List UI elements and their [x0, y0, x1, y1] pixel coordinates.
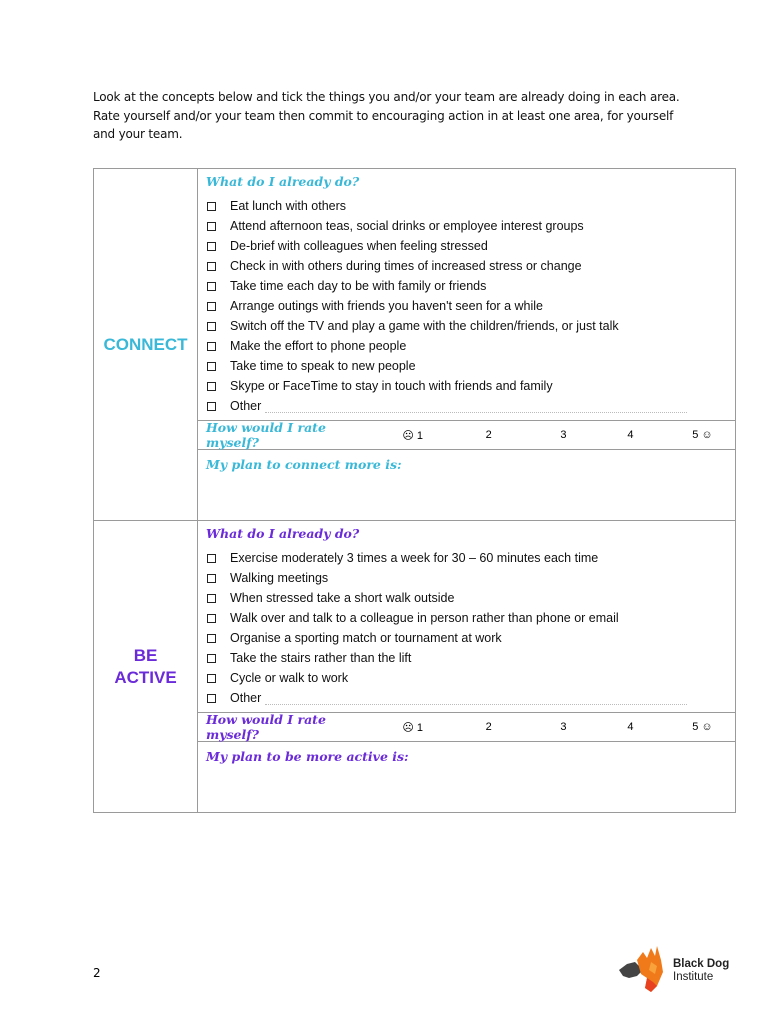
- item-label: Organise a sporting match or tournament at work: [230, 631, 502, 645]
- connect-content: [198, 169, 736, 521]
- be-active-label-line-1: BE: [133, 645, 158, 665]
- checklist-item: [206, 628, 727, 648]
- rating-option-3[interactable]: 3: [560, 721, 567, 733]
- checkbox[interactable]: [207, 654, 216, 663]
- checklist-item: [206, 568, 727, 588]
- item-label: Eat lunch with others: [230, 199, 347, 213]
- be-active-question: What do I already do?: [206, 526, 360, 541]
- checkbox[interactable]: [207, 222, 216, 231]
- other-text-field[interactable]: [265, 400, 687, 413]
- be-active-checklist: [198, 545, 735, 712]
- rating-option-1[interactable]: ☹ 1: [402, 721, 423, 734]
- checklist-item-other: [206, 396, 727, 416]
- item-label: Take the stairs rather than the lift: [230, 651, 412, 665]
- connect-question: What do I already do?: [206, 174, 360, 189]
- rate-question: How would I rate myself?: [206, 420, 326, 450]
- instructions-line-1: Look at the concepts below and tick the things you and/or your team are already doing in each area.: [93, 90, 680, 104]
- page-number: 2: [93, 966, 101, 980]
- rating-option-1[interactable]: ☹ 1: [402, 429, 423, 442]
- checklist-item: [206, 276, 727, 296]
- connect-checklist: [198, 193, 735, 420]
- connect-label-cell: [94, 169, 198, 521]
- connect-plan-area[interactable]: [198, 450, 735, 520]
- logo-line-1: Black Dog: [673, 958, 730, 970]
- item-label: Check in with others during times of increased stress or change: [230, 259, 582, 273]
- be-active-section: [94, 521, 736, 813]
- checklist-item: [206, 608, 727, 628]
- checklist-item: [206, 316, 727, 336]
- connect-label-text: CONNECT: [103, 334, 188, 354]
- rate-question: How would I rate myself?: [206, 712, 326, 742]
- wellbeing-table: [93, 168, 736, 813]
- item-label: De-brief with colleagues when feeling stressed: [230, 239, 488, 253]
- checkbox[interactable]: [207, 614, 216, 623]
- item-label: Other: [230, 691, 262, 705]
- checkbox[interactable]: [207, 262, 216, 271]
- checkbox[interactable]: [207, 402, 216, 411]
- checklist-item: [206, 588, 727, 608]
- rating-option-4[interactable]: 4: [627, 721, 634, 733]
- rating-option-3[interactable]: 3: [560, 429, 567, 441]
- checkbox[interactable]: [207, 302, 216, 311]
- checkbox[interactable]: [207, 554, 216, 563]
- connect-section: [94, 169, 736, 521]
- plan-label: My plan to connect more is:: [206, 457, 402, 472]
- checkbox[interactable]: [207, 322, 216, 331]
- logo-wordmark: [673, 958, 729, 984]
- connect-rating-row: [198, 420, 735, 450]
- checkbox[interactable]: [207, 634, 216, 643]
- checkbox[interactable]: [207, 694, 216, 703]
- item-label: Attend afternoon teas, social drinks or employee interest groups: [230, 219, 584, 233]
- be-active-rating-row: [198, 712, 735, 742]
- rating-option-2[interactable]: 2: [485, 721, 492, 733]
- checklist-item: [206, 668, 727, 688]
- checkbox[interactable]: [207, 674, 216, 683]
- item-label: Make the effort to phone people: [230, 339, 407, 353]
- item-label: Walk over and talk to a colleague in person rather than phone or email: [230, 611, 619, 625]
- item-label: Skype or FaceTime to stay in touch with friends and family: [230, 379, 553, 393]
- rating-option-2[interactable]: 2: [485, 429, 492, 441]
- item-label: Exercise moderately 3 times a week for 30 – 60 minutes each time: [230, 551, 599, 565]
- rating-option-5[interactable]: 5 ☺: [692, 721, 713, 733]
- plan-label: My plan to be more active is:: [206, 749, 409, 764]
- checklist-item: [206, 296, 727, 316]
- black-dog-institute-logo: [617, 942, 737, 996]
- checkbox[interactable]: [207, 202, 216, 211]
- checkbox[interactable]: [207, 382, 216, 391]
- be-active-plan-area[interactable]: [198, 742, 735, 812]
- checklist-item: [206, 256, 727, 276]
- instructions-line-3: and your team.: [93, 127, 183, 141]
- checklist-item: [206, 548, 727, 568]
- checklist-item: [206, 648, 727, 668]
- item-label: Switch off the TV and play a game with the children/friends, or just talk: [230, 319, 619, 333]
- checklist-item: [206, 376, 727, 396]
- checkbox[interactable]: [207, 594, 216, 603]
- item-label: Walking meetings: [230, 571, 329, 585]
- item-label: When stressed take a short walk outside: [230, 591, 455, 605]
- be-active-label: [94, 645, 197, 689]
- checklist-item: [206, 356, 727, 376]
- be-active-label-cell: [94, 521, 198, 813]
- item-label: Cycle or walk to work: [230, 671, 349, 685]
- other-text-field[interactable]: [265, 692, 687, 705]
- instructions: [93, 88, 693, 144]
- checkbox[interactable]: [207, 282, 216, 291]
- item-label: Take time each day to be with family or friends: [230, 279, 487, 293]
- connect-label: [94, 334, 197, 356]
- rating-option-5[interactable]: 5 ☺: [692, 429, 713, 441]
- item-label: Other: [230, 399, 262, 413]
- instructions-line-2: Rate yourself and/or your team then commit to encouraging action in at least one area, for yourself: [93, 108, 674, 123]
- checklist-item: [206, 236, 727, 256]
- item-label: Arrange outings with friends you haven't seen for a while: [230, 299, 543, 313]
- checkbox[interactable]: [207, 362, 216, 371]
- checklist-item: [206, 336, 727, 356]
- be-active-label-line-2: ACTIVE: [114, 667, 177, 687]
- item-label: Take time to speak to new people: [230, 359, 416, 373]
- checklist-item: [206, 196, 727, 216]
- checkbox[interactable]: [207, 342, 216, 351]
- checkbox[interactable]: [207, 242, 216, 251]
- checklist-item-other: [206, 688, 727, 708]
- rating-option-4[interactable]: 4: [627, 429, 634, 441]
- logo-line-2: Institute: [673, 971, 714, 983]
- checklist-item: [206, 216, 727, 236]
- dog-logo-icon: [617, 942, 673, 996]
- checkbox[interactable]: [207, 574, 216, 583]
- be-active-content: [198, 521, 736, 813]
